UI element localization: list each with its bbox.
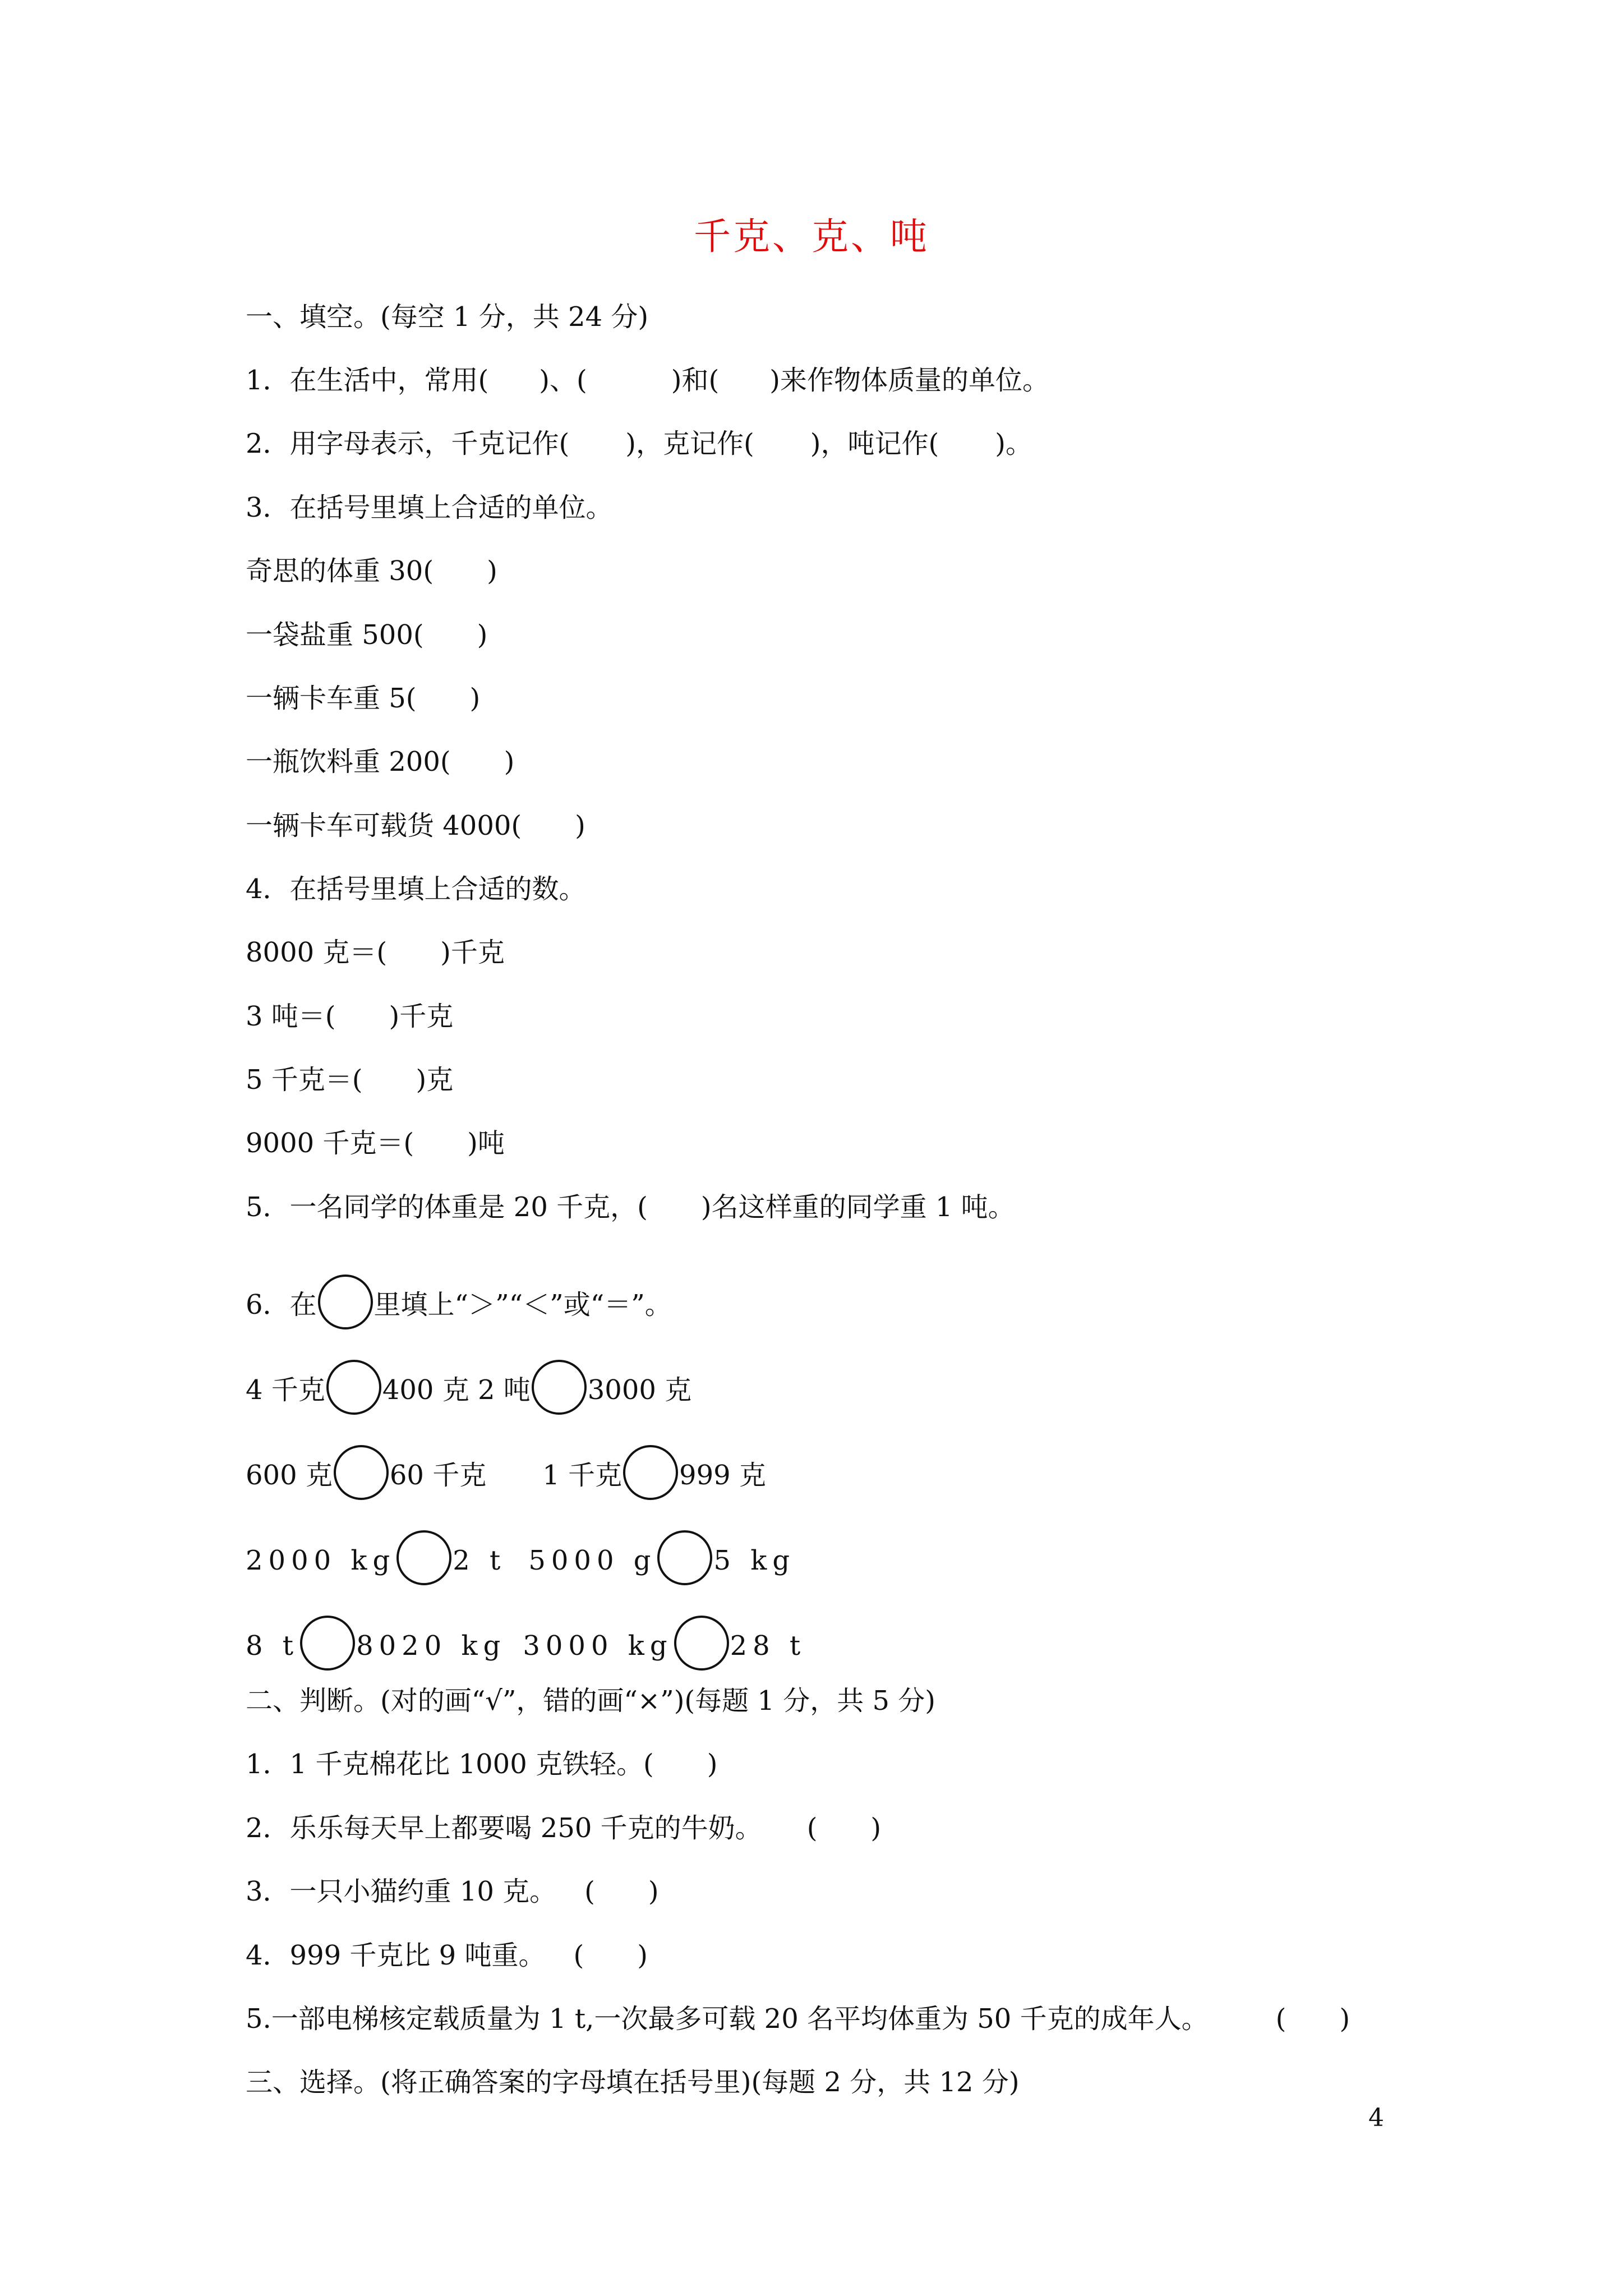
- question-1-4-item: 8000 克＝( )千克: [246, 937, 505, 968]
- answer-circle: [396, 1530, 451, 1585]
- question-1-3-item: 奇思的体重 30( ): [246, 555, 497, 587]
- question-1-6-stem: 6．在 里填上“＞”“＜”或“＝”。: [246, 1274, 672, 1314]
- judge-item: 3．一只小猫约重 10 克。 ( ): [246, 1876, 659, 1907]
- answer-circle: [623, 1445, 678, 1500]
- answer-circle: [300, 1616, 355, 1671]
- compare-row: 8 t 8020 kg 3000 kg 28 t: [246, 1616, 806, 1655]
- answer-circle: [657, 1530, 712, 1585]
- question-1-3-item: 一辆卡车可载货 4000( ): [246, 810, 585, 841]
- judge-item: 5.一部电梯核定载质量为 1 t,一次最多可载 20 名平均体重为 50 千克的成年人。 ( ): [246, 2003, 1350, 2035]
- question-1-1: 1．在生活中，常用( )、( )和( )来作物体质量的单位。: [246, 365, 1049, 396]
- page-number: 4: [1368, 2104, 1384, 2132]
- question-1-3-item: 一瓶饮料重 200( ): [246, 746, 515, 777]
- question-1-3-item: 一辆卡车重 5( ): [246, 683, 481, 714]
- question-1-2: 2．用字母表示，千克记作( )，克记作( )，吨记作( )。: [246, 428, 1032, 459]
- page-title: 千克、克、吨: [694, 215, 929, 258]
- compare-row: 2000 kg 2 t 5000 g 5 kg: [246, 1530, 795, 1570]
- answer-circle: [326, 1360, 381, 1415]
- compare-row: 4 千克 400 克 2 吨 3000 克: [246, 1360, 691, 1399]
- judge-item: 2．乐乐每天早上都要喝 250 千克的牛奶。 ( ): [246, 1812, 882, 1844]
- answer-circle: [334, 1445, 389, 1500]
- section-3-heading: 三、选择。(将正确答案的字母填在括号里)(每题 2 分，共 12 分): [246, 2067, 1020, 2098]
- section-1-heading: 一、填空。(每空 1 分，共 24 分): [246, 301, 649, 333]
- answer-circle: [532, 1360, 587, 1415]
- judge-item: 1．1 千克棉花比 1000 克铁轻。( ): [246, 1749, 718, 1780]
- question-1-4-stem: 4．在括号里填上合适的数。: [246, 873, 586, 905]
- question-1-3-item: 一袋盐重 500( ): [246, 619, 488, 651]
- question-1-3-stem: 3．在括号里填上合适的单位。: [246, 492, 613, 523]
- compare-row: 600 克 60 千克 1 千克 999 克: [246, 1445, 766, 1484]
- answer-circle: [318, 1274, 373, 1329]
- section-2-heading: 二、判断。(对的画“√”，错的画“×”)(每题 1 分，共 5 分): [246, 1685, 935, 1717]
- answer-circle: [674, 1616, 729, 1671]
- question-1-4-item: 3 吨＝( )千克: [246, 1001, 454, 1032]
- judge-item: 4．999 千克比 9 吨重。 ( ): [246, 1940, 648, 1971]
- question-1-5: 5．一名同学的体重是 20 千克，( )名这样重的同学重 1 吨。: [246, 1191, 1015, 1223]
- question-1-4-item: 5 千克＝( )克: [246, 1064, 454, 1096]
- question-1-4-item: 9000 千克＝( )吨: [246, 1128, 505, 1159]
